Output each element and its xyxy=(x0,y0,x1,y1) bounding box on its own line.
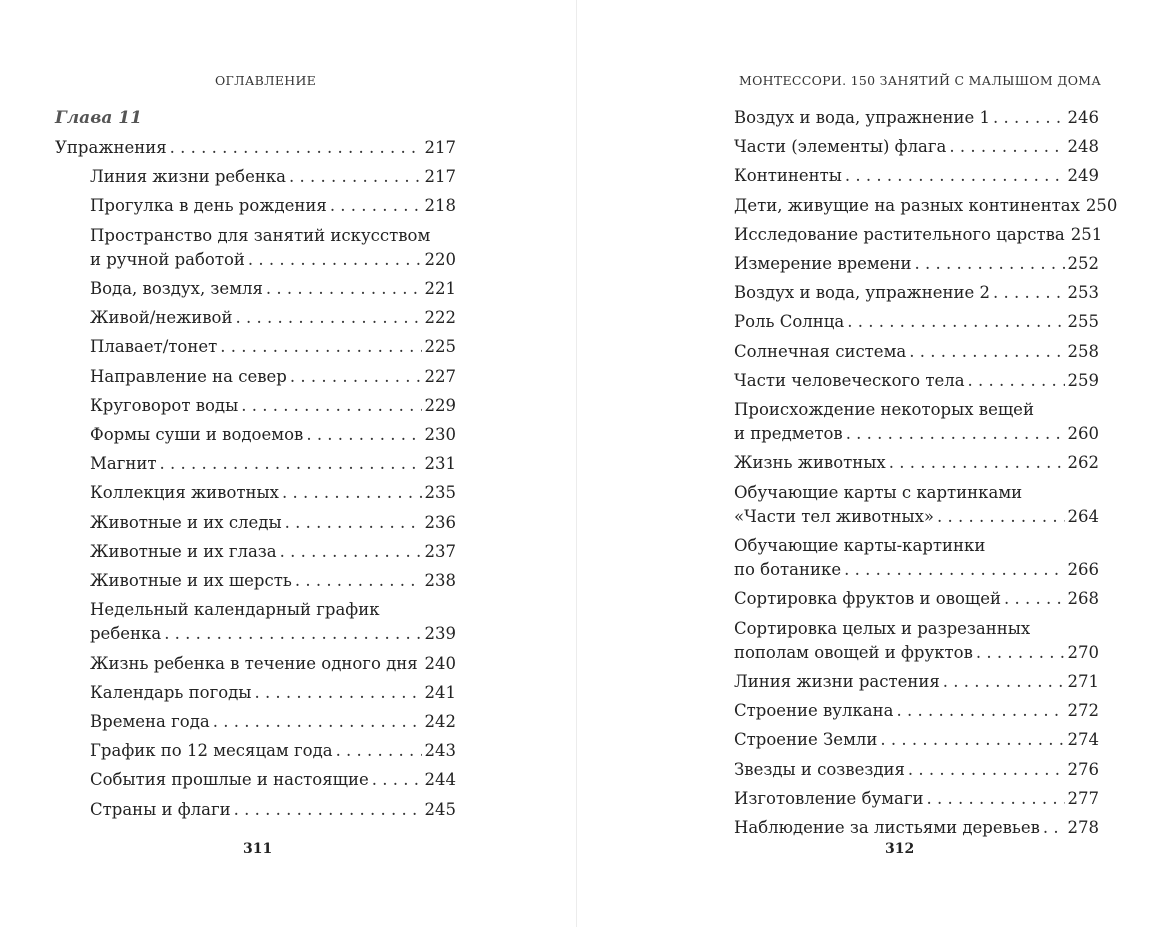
toc-entry-page-number: 270 xyxy=(1067,642,1099,662)
left-page xyxy=(0,0,576,927)
toc-entry xyxy=(734,816,1099,840)
toc-entry-row xyxy=(734,194,1118,218)
page-number-left: 311 xyxy=(243,841,273,857)
toc-entry-page-number: 239 xyxy=(424,624,456,644)
toc-entry-title-line: Сортировка целых и разрезанных xyxy=(734,618,1031,638)
toc-entry-row xyxy=(734,340,1099,364)
toc-entry-page-number: 268 xyxy=(1067,589,1099,609)
toc-entry-page-number: 238 xyxy=(424,571,456,591)
dot-leader xyxy=(372,768,422,792)
running-head-left: ОГЛАВЛЕНИЕ xyxy=(215,73,317,88)
toc-entry-page-number: 249 xyxy=(1067,166,1099,186)
toc-entry-title: ребенка xyxy=(90,624,162,644)
toc-entry xyxy=(90,365,456,389)
toc-entry xyxy=(734,252,1099,276)
dot-leader xyxy=(889,451,1065,475)
toc-entry-title: Магнит xyxy=(90,454,157,474)
toc-entry-title: Коллекция животных xyxy=(90,483,279,503)
toc-entry xyxy=(734,699,1099,723)
toc-entry-row xyxy=(734,641,1099,665)
toc-entry xyxy=(734,135,1099,159)
toc-entry-row xyxy=(734,505,1099,529)
running-head-right: МОНТЕССОРИ. 150 ЗАНЯТИЙ С МАЛЫШОМ ДОМА xyxy=(739,73,1102,88)
toc-entry-row xyxy=(734,281,1099,305)
toc-entry-row xyxy=(734,135,1099,159)
toc-entry-row xyxy=(734,252,1099,276)
dot-leader xyxy=(421,652,422,676)
toc-entry xyxy=(734,310,1099,334)
toc-entry xyxy=(90,306,456,330)
toc-entry-title: Календарь погоды xyxy=(90,682,252,702)
toc-entry xyxy=(734,164,1099,188)
toc-entry-title: Звезды и созвездия xyxy=(734,759,905,779)
toc-entry-title: Направление на север xyxy=(90,366,287,386)
toc-entry-row xyxy=(90,165,456,189)
dot-leader xyxy=(289,165,421,189)
toc-entry-page-number: 253 xyxy=(1067,283,1099,303)
toc-entry-title: Континенты xyxy=(734,166,842,186)
toc-entry-page-number: 248 xyxy=(1067,137,1099,157)
toc-entry-title: Упражнения xyxy=(55,138,167,157)
toc-entry-row xyxy=(734,587,1099,611)
dot-leader xyxy=(280,540,422,564)
dot-leader xyxy=(330,194,422,218)
toc-entry xyxy=(90,277,456,301)
dot-leader xyxy=(896,699,1064,723)
toc-entry-title: Живой/неживой xyxy=(90,308,233,328)
toc-entry-row xyxy=(90,622,456,646)
toc-entry xyxy=(90,224,456,272)
dot-leader xyxy=(234,798,422,822)
toc-entry xyxy=(90,335,456,359)
toc-entry-page-number: 217 xyxy=(424,138,456,157)
toc-entry-title: Прогулка в день рождения xyxy=(90,196,327,216)
toc-entry-page-number: 272 xyxy=(1067,701,1099,721)
toc-entry xyxy=(90,652,456,676)
toc-entry xyxy=(734,223,1103,247)
toc-entry xyxy=(734,398,1099,446)
dot-leader xyxy=(927,787,1065,811)
toc-entry xyxy=(90,681,456,705)
toc-entry-page-number: 237 xyxy=(424,541,456,561)
toc-entry-title: Воздух и вода, упражнение 1 xyxy=(734,108,990,127)
toc-entry-page-number: 271 xyxy=(1067,672,1099,692)
toc-entry-row xyxy=(90,739,456,763)
toc-entry-title-line: Обучающие карты-картинки xyxy=(734,536,986,556)
toc-entry-title: Жизнь животных xyxy=(734,453,886,473)
toc-entry-title: «Части тел животных» xyxy=(734,506,934,526)
toc-entry-title: Времена года xyxy=(90,712,210,732)
toc-entry-row xyxy=(90,423,456,447)
dot-leader xyxy=(847,310,1064,334)
toc-entry-page-number: 250 xyxy=(1085,195,1118,215)
toc-entry-page-number: 255 xyxy=(1067,312,1099,332)
toc-entry-page-number: 236 xyxy=(424,512,456,532)
toc-entry xyxy=(734,340,1099,364)
toc-entry-page-number: 264 xyxy=(1067,506,1099,526)
toc-entry-page-number: 258 xyxy=(1067,341,1099,361)
toc-entry xyxy=(90,598,456,646)
toc-entry-page-number: 240 xyxy=(424,653,456,673)
toc-entry-row xyxy=(90,768,456,792)
toc-entry-page-number: 221 xyxy=(424,279,456,299)
toc-entry-row xyxy=(90,194,456,218)
dot-leader xyxy=(909,340,1064,364)
dot-leader xyxy=(295,569,422,593)
dot-leader xyxy=(846,422,1065,446)
toc-entry-title: Животные и их глаза xyxy=(90,541,277,561)
toc-list-right xyxy=(734,106,1118,845)
dot-leader xyxy=(1043,816,1065,840)
toc-entry-title: Части человеческого тела xyxy=(734,370,965,390)
dot-leader xyxy=(937,505,1065,529)
dot-leader xyxy=(164,622,421,646)
toc-entry-row xyxy=(90,365,456,389)
toc-entry-row xyxy=(90,481,456,505)
dot-leader xyxy=(248,248,422,272)
toc-list-left xyxy=(55,136,456,827)
dot-leader xyxy=(241,394,421,418)
toc-entry-row xyxy=(90,511,456,535)
toc-entry-page-number: 227 xyxy=(424,366,456,386)
dot-leader xyxy=(968,369,1065,393)
toc-entry-title: Плавает/тонет xyxy=(90,337,218,357)
toc-entry-page-number: 259 xyxy=(1067,370,1099,390)
toc-entry-title: по ботанике xyxy=(734,560,842,580)
toc-entry-row xyxy=(734,699,1099,723)
toc-entry-page-number: 222 xyxy=(424,308,456,328)
toc-entry xyxy=(734,617,1099,665)
toc-entry-page-number: 274 xyxy=(1067,730,1099,750)
toc-entry-page-number: 262 xyxy=(1067,453,1099,473)
toc-entry-title: Наблюдение за листьями деревьев xyxy=(734,818,1040,838)
toc-entry xyxy=(90,511,456,535)
toc-entry-page-number: 217 xyxy=(424,167,456,187)
toc-entry-title: Части (элементы) флага xyxy=(734,137,947,157)
toc-entry xyxy=(734,758,1099,782)
toc-entry xyxy=(734,670,1099,694)
dot-leader xyxy=(220,335,421,359)
toc-entry xyxy=(734,451,1099,475)
toc-entry-row xyxy=(734,369,1099,393)
toc-entry-page-number: 251 xyxy=(1070,224,1103,244)
toc-entry xyxy=(90,569,456,593)
toc-entry-row xyxy=(734,558,1099,582)
toc-entry-title-line: Пространство для занятий искусством xyxy=(90,225,431,245)
toc-entry-page-number: 235 xyxy=(424,483,456,503)
toc-entry-page-number: 245 xyxy=(424,799,456,819)
toc-entry-title: Солнечная система xyxy=(734,341,907,361)
dot-leader xyxy=(285,511,422,535)
chapter-heading: Глава 11 xyxy=(55,108,142,128)
toc-entry-row xyxy=(90,798,456,822)
toc-entry-title: Животные и их шерсть xyxy=(90,571,292,591)
dot-leader xyxy=(844,558,1064,582)
toc-entry xyxy=(734,587,1099,611)
toc-entry-page-number: 243 xyxy=(424,741,456,761)
toc-entry-row xyxy=(90,248,456,272)
dot-leader xyxy=(993,281,1065,305)
toc-entry-page-number: 260 xyxy=(1067,424,1099,444)
toc-entry xyxy=(90,194,456,218)
toc-entry-page-number: 242 xyxy=(424,712,456,732)
toc-entry-title: Животные и их следы xyxy=(90,512,282,532)
dot-leader xyxy=(943,670,1065,694)
toc-entry-title: Линия жизни растения xyxy=(734,672,940,692)
dot-leader xyxy=(336,739,422,763)
toc-entry xyxy=(734,369,1099,393)
toc-entry-page-number: 276 xyxy=(1067,759,1099,779)
toc-entry-row xyxy=(90,306,456,330)
toc-entry xyxy=(734,194,1118,218)
dot-leader xyxy=(993,106,1065,130)
dot-leader xyxy=(306,423,421,447)
toc-entry-title: Дети, живущие на разных континентах xyxy=(734,195,1080,215)
toc-entry-title: Сортировка фруктов и овощей xyxy=(734,589,1002,609)
toc-entry-title: Линия жизни ребенка xyxy=(90,167,287,187)
dot-leader xyxy=(915,252,1065,276)
toc-entry-row xyxy=(734,106,1099,130)
toc-entry-page-number: 218 xyxy=(424,196,456,216)
toc-entry-page-number: 220 xyxy=(424,249,456,269)
dot-leader xyxy=(266,277,422,301)
toc-entry xyxy=(734,481,1099,529)
toc-entry-title: Строение Земли xyxy=(734,730,878,750)
toc-entry-row xyxy=(90,681,456,705)
toc-entry-page-number: 278 xyxy=(1067,818,1099,838)
dot-leader xyxy=(290,365,422,389)
toc-entry xyxy=(90,452,456,476)
toc-entry-row xyxy=(90,569,456,593)
toc-entry xyxy=(55,136,456,160)
dot-leader xyxy=(170,136,422,160)
toc-entry-row xyxy=(734,758,1099,782)
dot-leader xyxy=(908,758,1065,782)
dot-leader xyxy=(213,710,422,734)
toc-entry xyxy=(90,481,456,505)
toc-entry-title: Роль Солнца xyxy=(734,312,845,332)
toc-entry-row xyxy=(90,452,456,476)
toc-entry-row xyxy=(90,394,456,418)
toc-entry-title: Жизнь ребенка в течение одного дня xyxy=(90,653,418,673)
toc-entry-title-line: Происхождение некоторых вещей xyxy=(734,400,1034,420)
toc-entry-title: Изготовление бумаги xyxy=(734,788,924,808)
toc-entry-title: Вода, воздух, земля xyxy=(90,279,263,299)
toc-entry-row xyxy=(55,136,456,160)
toc-entry-row xyxy=(734,787,1099,811)
toc-entry-page-number: 230 xyxy=(424,425,456,445)
toc-entry-title-line: Недельный календарный график xyxy=(90,600,380,620)
toc-entry xyxy=(90,739,456,763)
toc-entry xyxy=(734,106,1099,130)
toc-entry xyxy=(90,394,456,418)
dot-leader xyxy=(160,452,422,476)
toc-entry-row xyxy=(90,652,456,676)
dot-leader xyxy=(254,681,421,705)
toc-entry-page-number: 246 xyxy=(1067,108,1099,127)
toc-entry-row xyxy=(90,540,456,564)
toc-entry-page-number: 241 xyxy=(424,682,456,702)
toc-entry xyxy=(734,787,1099,811)
toc-entry-title: График по 12 месяцам года xyxy=(90,741,333,761)
toc-entry xyxy=(734,281,1099,305)
dot-leader xyxy=(976,641,1065,665)
toc-entry-page-number: 277 xyxy=(1067,788,1099,808)
toc-entry-title: и ручной работой xyxy=(90,249,245,269)
toc-entry-title: Исследование растительного царства xyxy=(734,224,1065,244)
toc-entry xyxy=(90,540,456,564)
toc-entry-row xyxy=(734,670,1099,694)
toc-entry-page-number: 244 xyxy=(424,770,456,790)
toc-entry-title: Строение вулкана xyxy=(734,701,894,721)
toc-entry-row xyxy=(734,422,1099,446)
toc-entry-row xyxy=(734,728,1099,752)
toc-entry xyxy=(90,423,456,447)
toc-entry-page-number: 252 xyxy=(1067,254,1099,274)
toc-entry-page-number: 231 xyxy=(424,454,456,474)
toc-entry-row xyxy=(734,223,1103,247)
toc-entry-row xyxy=(734,310,1099,334)
toc-entry-row xyxy=(90,277,456,301)
toc-entry-row xyxy=(90,335,456,359)
toc-entry-title: Измерение времени xyxy=(734,254,912,274)
toc-entry-title: Страны и флаги xyxy=(90,799,231,819)
dot-leader xyxy=(1004,587,1064,611)
toc-entry-row xyxy=(734,816,1099,840)
right-page xyxy=(577,0,1153,927)
toc-entry xyxy=(734,728,1099,752)
toc-entry-title-line: Обучающие карты с картинками xyxy=(734,482,1023,502)
toc-entry xyxy=(734,534,1099,582)
toc-entry xyxy=(90,165,456,189)
toc-entry-title: Воздух и вода, упражнение 2 xyxy=(734,283,990,303)
toc-entry-title: пополам овощей и фруктов xyxy=(734,642,973,662)
toc-entry-row xyxy=(734,451,1099,475)
toc-entry-title: и предметов xyxy=(734,424,843,444)
dot-leader xyxy=(845,164,1065,188)
dot-leader xyxy=(949,135,1064,159)
toc-entry-row xyxy=(90,710,456,734)
toc-entry-page-number: 266 xyxy=(1067,560,1099,580)
toc-entry-row xyxy=(734,164,1099,188)
toc-entry-title: Формы суши и водоемов xyxy=(90,425,304,445)
toc-entry xyxy=(90,710,456,734)
dot-leader xyxy=(282,481,422,505)
toc-entry xyxy=(90,768,456,792)
page-number-right: 312 xyxy=(885,841,915,857)
toc-entry xyxy=(90,798,456,822)
dot-leader xyxy=(880,728,1064,752)
dot-leader xyxy=(235,306,421,330)
toc-entry-page-number: 225 xyxy=(424,337,456,357)
toc-entry-title: События прошлые и настоящие xyxy=(90,770,369,790)
toc-entry-title: Круговорот воды xyxy=(90,395,239,415)
toc-entry-page-number: 229 xyxy=(424,395,456,415)
